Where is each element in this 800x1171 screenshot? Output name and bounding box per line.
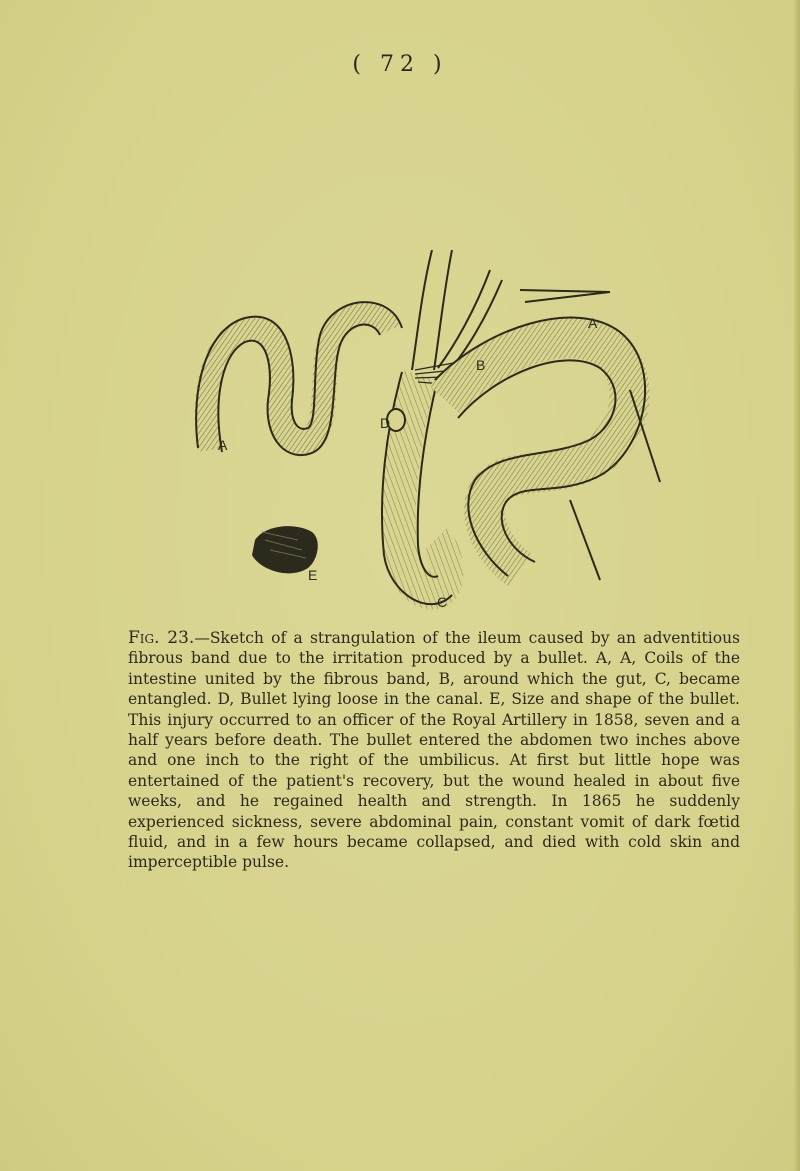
left-intestine-coils: [196, 302, 402, 455]
figure-caption: [128, 628, 740, 873]
label-a-left: A: [218, 437, 228, 453]
label-b: B: [476, 357, 486, 373]
label-e: E: [308, 567, 318, 583]
label-d: D: [380, 415, 391, 431]
right-intestine-coils: [435, 290, 660, 580]
label-a-right: A: [588, 315, 598, 331]
caption-text: —Sketch of a strangulation of the ileum caused by an adventitious fibrous band due to the irritation produced by a bullet. A, A, Coils of the intestine united by the fibrous band, B, around which the gut, C, became entangled. D, Bullet lying loose in the canal. E, Size and shape of the bullet. This injury occurred to an officer of the Royal Artillery in 1858, seven and a half years before death. The bullet entered the abdomen two inches above and one inch to the right of the umbilicus. At first but little hope was entertained of the patient's recovery, but the wound healed in about five weeks, and he regained health and strength. In 1865 he suddenly experienced sickness, severe abdominal pain, constant vomit of dark fœtid fluid, and in a few hours became collapsed, and died with cold skin and imperceptible pulse.: [128, 629, 741, 872]
figure-label: Fig. 23.: [128, 628, 195, 648]
intestine-illustration: [190, 250, 670, 625]
label-c: C: [437, 594, 448, 610]
page-number: ( 72 ): [352, 52, 448, 77]
intestine-figure: [190, 250, 670, 625]
page-edge: [794, 0, 800, 1171]
